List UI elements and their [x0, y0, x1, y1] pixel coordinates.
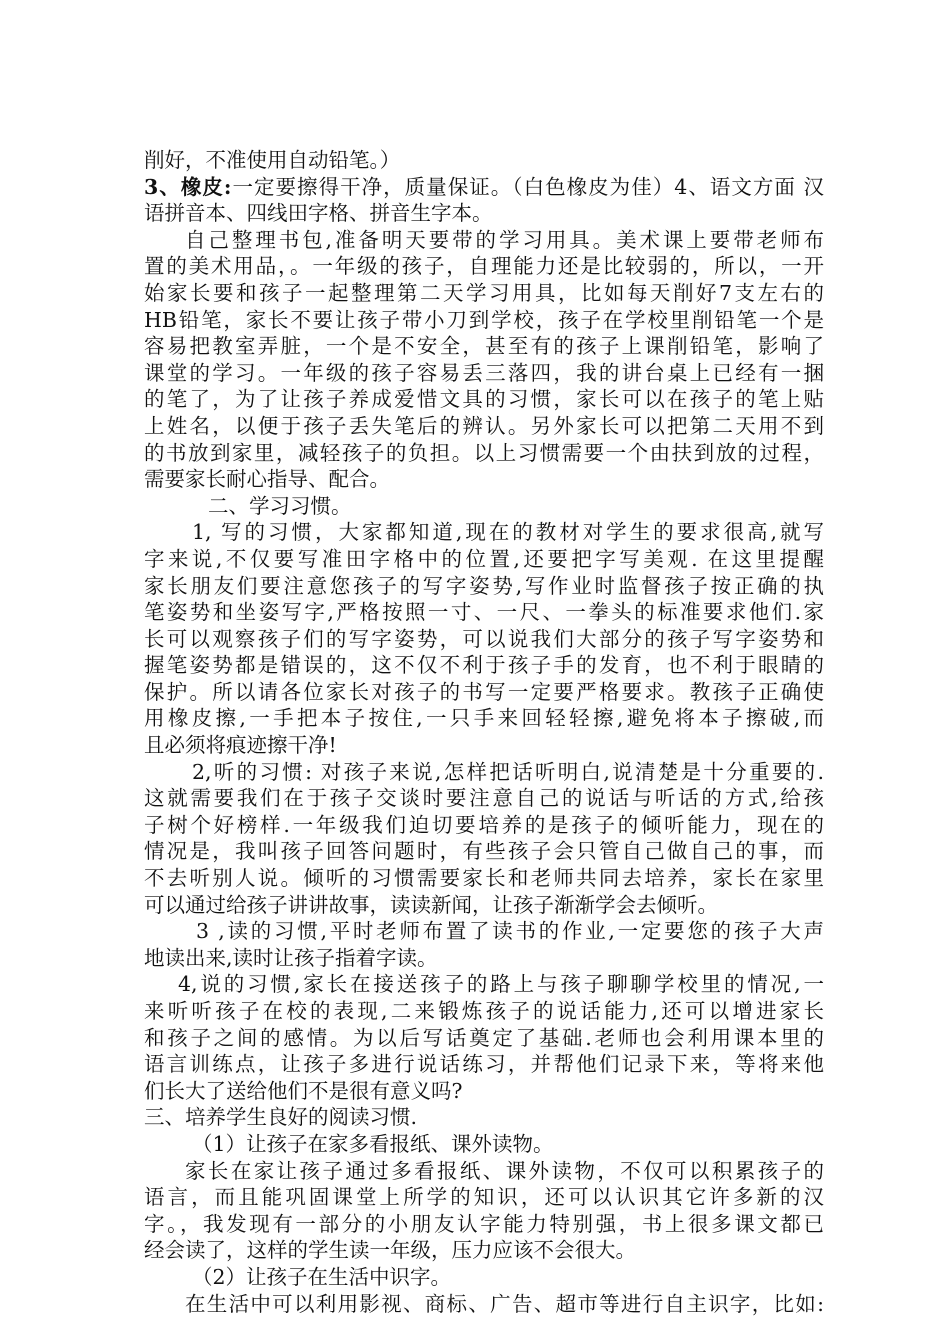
text-line: 自己整理书包,准备明天要带的学习用具。美术课上要带老师布 — [185, 227, 824, 252]
text-line: 可以通过给孩子讲讲故事，读读新闻，让孩子渐渐学会去倾听。 — [144, 892, 718, 917]
text-line: 的笔了，为了让孩子养成爱惜文具的习惯，家长可以在孩子的笔上贴 — [144, 387, 824, 412]
text-line: 2,听的习惯: 对孩子来说,怎样把话听明白,说清楚是十分重要的. — [192, 759, 824, 784]
eraser-text: 一定要擦得干净，质量保证。（白色橡皮为佳）4、语文方面 汉 — [231, 174, 824, 199]
text-line: 置的美术用品，。一年级的孩子，自理能力还是比较弱的，所以，一开 — [144, 254, 824, 279]
text-line: 课堂的学习。一年级的孩子容易丢三落四，我的讲台桌上已经有一捆 — [144, 360, 824, 385]
text-line: 始家长要和孩子一起整理第二天学习用具，比如每天削好7支左右的 — [144, 280, 824, 305]
section-heading: 二、学习习惯。 — [208, 493, 352, 518]
text-line: 和孩子之间的感情。为以后写话奠定了基础.老师也会利用课本里的 — [144, 1025, 824, 1050]
text-line: 笔姿势和坐姿写字,严格按照一寸、一尺、一拳头的标准要求他们.家 — [144, 600, 824, 625]
text-line: 语拼音本、四线田字格、拼音生字本。 — [144, 201, 493, 226]
sub-heading: （2）让孩子在生活中识字。 — [192, 1264, 452, 1289]
text-line: 4,说的习惯,家长在接送孩子的路上与孩子聊聊学校里的情况,一 — [178, 972, 824, 997]
text-line: 用橡皮擦,一手把本子按住,一只手来回轻轻擦,避免将本子擦破,而 — [144, 706, 824, 731]
text-line: 们长大了送给他们不是很有意义吗? — [144, 1078, 463, 1103]
text-line: 地读出来,读时让孩子指着字读。 — [144, 945, 438, 970]
text-line: 家长在家让孩子通过多看报纸、课外读物，不仅可以积累孩子的 — [185, 1158, 824, 1183]
text-line-eraser — [144, 174, 824, 201]
text-line: 语言，而且能巩固课堂上所学的知识，还可以认识其它许多新的汉 — [144, 1185, 824, 1210]
text-line: 情况是，我叫孩子回答问题时，有些孩子会只管自己做自己的事，而 — [144, 839, 824, 864]
text-line: 上姓名，以便于孩子丢失笔后的辨认。另外家长可以把第二天用不到 — [144, 413, 824, 438]
text-line: 1, 写的习惯，大家都知道,现在的教材对学生的要求很高,就写 — [192, 520, 824, 545]
text-line: 保护。所以请各位家长对孩子的书写一定要严格要求。教孩子正确使 — [144, 679, 824, 704]
text-line: 且必须将痕迹擦干净! — [144, 733, 337, 758]
text-line: 经会读了，这样的学生读一年级，压力应该不会很大。 — [144, 1238, 636, 1263]
text-line: 需要家长耐心指导、配合。 — [144, 467, 390, 492]
text-line: 削好，不准使用自动铅笔。） — [144, 148, 401, 172]
text-line: 在生活中可以利用影视、商标、广告、超市等进行自主识字，比如: — [185, 1291, 824, 1316]
text-line: 不去听别人说。倾听的习惯需要家长和老师共同去培养，家长在家里 — [144, 866, 824, 891]
eraser-heading: 3、橡皮: — [144, 174, 232, 199]
text-line: 来听听孩子在校的表现,二来锻炼孩子的说话能力,还可以增进家长 — [144, 999, 824, 1023]
text-line: 语言训练点，让孩子多进行说话练习，并帮他们记录下来，等将来他 — [144, 1052, 824, 1077]
text-line: 握笔姿势都是错误的，这不仅不利于孩子手的发育，也不利于眼睛的 — [144, 653, 824, 678]
text-line: 容易把教室弄脏，一个是不安全，甚至有的孩子上课削铅笔，影响了 — [144, 334, 824, 359]
text-line: 子树个好榜样.一年级我们迫切要培养的是孩子的倾听能力，现在的 — [144, 812, 824, 837]
text-line: 家长朋友们要注意您孩子的写字姿势,写作业时监督孩子按正确的执 — [144, 573, 824, 598]
document-page — [144, 147, 824, 1317]
text-line: 3 ,读的习惯,平时老师布置了读书的作业,一定要您的孩子大声 — [196, 919, 824, 944]
text-line: HB铅笔，家长不要让孩子带小刀到学校，孩子在学校里削铅笔一个是 — [144, 307, 824, 332]
section-heading: 三、培养学生良好的阅读习惯. — [144, 1105, 418, 1130]
text-line: 的书放到家里，减轻孩子的负担。以上习惯需要一个由扶到放的过程， — [144, 440, 824, 465]
sub-heading: （1）让孩子在家多看报纸、课外读物。 — [192, 1131, 554, 1156]
text-line: 长可以观察孩子们的写字姿势，可以说我们大部分的孩子写字姿势和 — [144, 626, 824, 651]
text-line: 字。，我发现有一部分的小朋友认字能力特别强，书上很多课文都已 — [144, 1211, 824, 1236]
text-line: 这就需要我们在于孩子交谈时要注意自己的说话与听话的方式,给孩 — [144, 786, 824, 811]
text-line: 字来说,不仅要写准田字格中的位置,还要把字写美观. 在这里提醒 — [144, 546, 824, 571]
